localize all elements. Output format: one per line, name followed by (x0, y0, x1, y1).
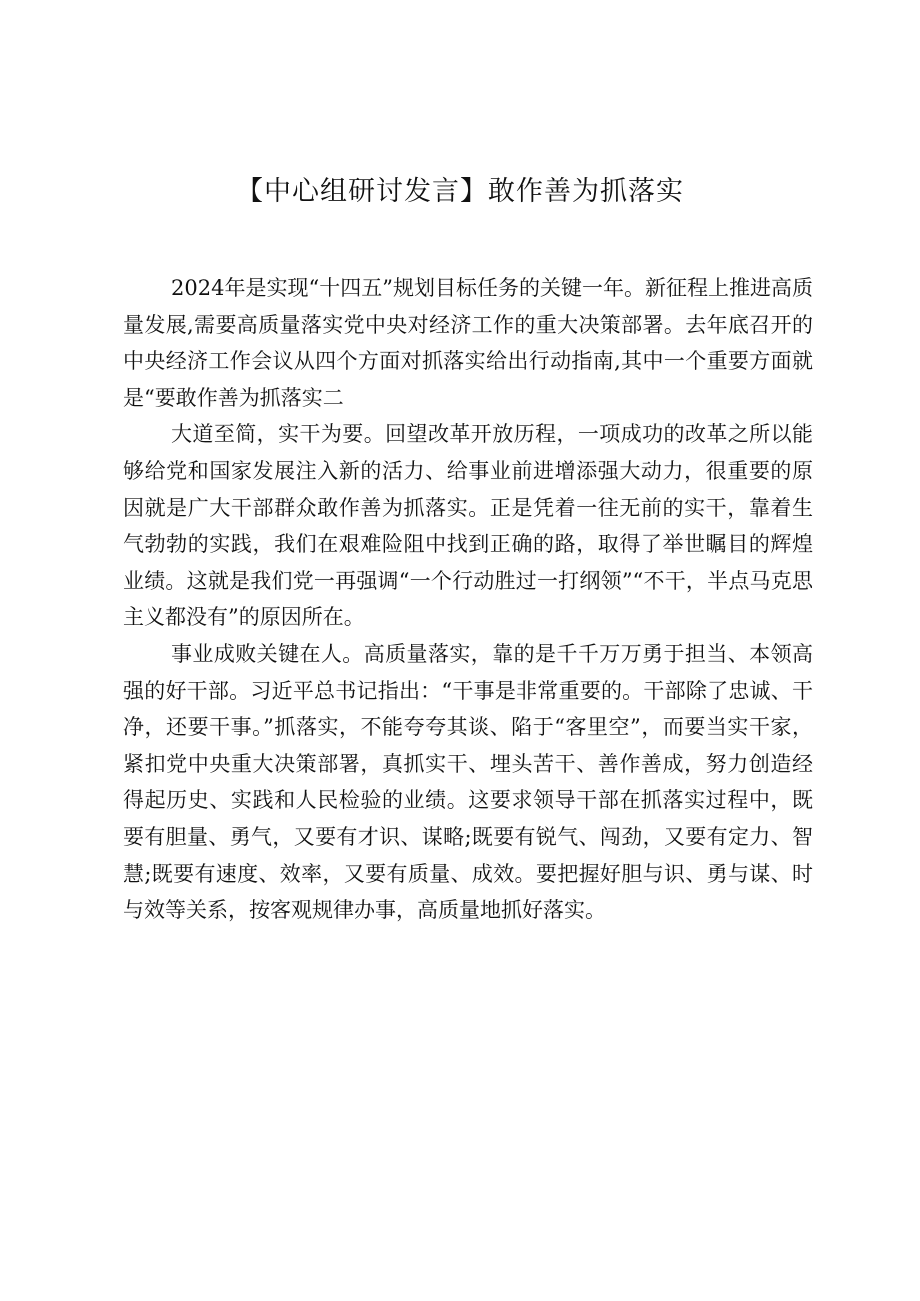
paragraph-2: 大道至简，实干为要。回望改革开放历程，一项成功的改革之所以能够给党和国家发展注入新的活力、给事业前进增添强大动力，很重要的原因就是广大干部群众敢作善为抓落实。正是凭着一往无前的实干，靠着生气勃勃的实践，我们在艰难险阻中找到正确的路，取得了举世瞩目的辉煌业绩。这就是我们党一再强调“一个行动胜过一打纲领”“不干，半点马克思主义都没有”的原因所在。 (123, 422, 813, 630)
paragraph-3: 事业成败关键在人。高质量落实，靠的是千千万万勇于担当、本领高强的好干部。习近平总书记指出：“干事是非常重要的。干部除了忠诚、干净，还要干事。”抓落实，不能夸夸其谈、陷于“客里空”，而要当实干家，紧扣党中央重大决策部署，真抓实干、埋头苦干、善作善成，努力创造经得起历史、实践和人民检验的业绩。这要求领导干部在抓落实过程中，既要有胆量、勇气，又要有才识、谋略;既要有锐气、闯劲，又要有定力、智慧;既要有速度、效率，又要有质量、成效。要把握好胆与识、勇与谋、时与效等关系，按客观规律办事，高质量地抓好落实。 (123, 641, 813, 923)
document-body (123, 270, 813, 929)
paragraph-1: 2024年是实现“十四五”规划目标任务的关键一年。新征程上推进高质量发展,需要高质量落实党中央对经济工作的重大决策部署。去年底召开的中央经济工作会议从四个方面对抓落实给出行动指南,其中一个重要方面就是“要敢作善为抓落实二 (123, 276, 813, 410)
document-title: 【中心组研讨发言】敢作善为抓落实 (236, 176, 684, 207)
